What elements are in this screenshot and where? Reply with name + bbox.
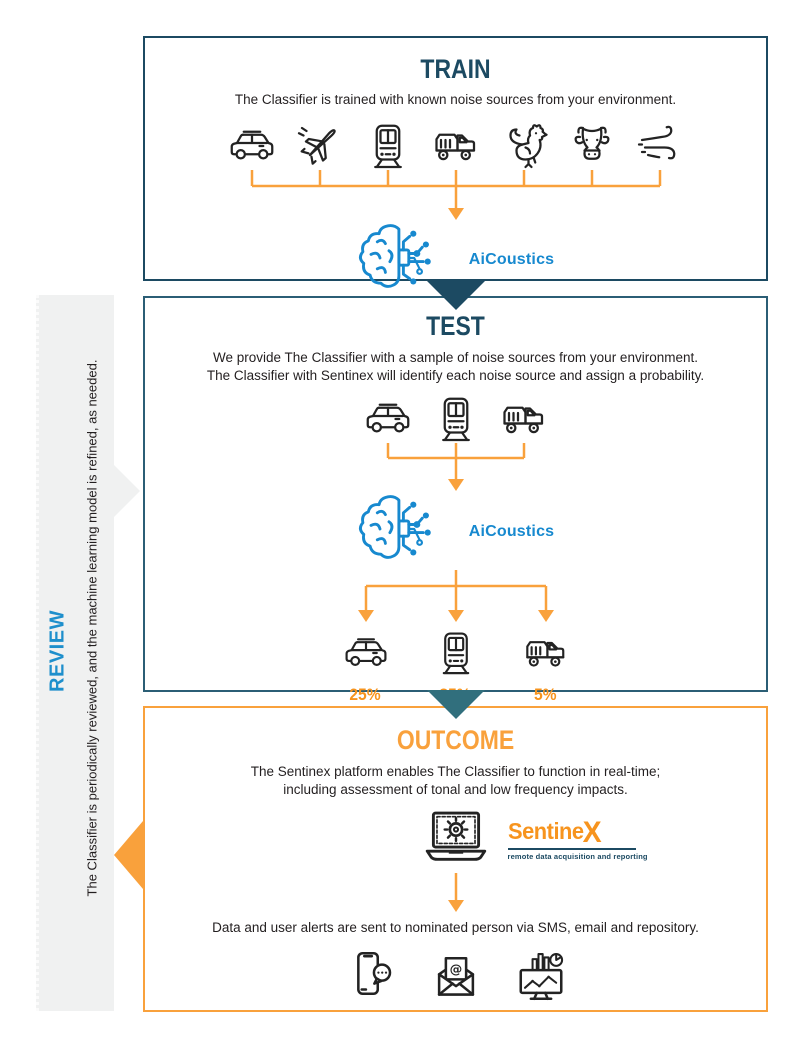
classifier-row (145, 493, 766, 570)
train-section (143, 36, 768, 281)
probability-label: 25% (349, 685, 382, 705)
wind-icon (636, 122, 684, 170)
result-item (336, 630, 396, 705)
test-to-outcome-arrow-icon (427, 690, 485, 719)
outcome-description-line1: The Sentinex platform enables The Classifier to function in real-time; (250, 763, 661, 779)
review-sidebar (36, 295, 114, 1011)
test-merge-connector (364, 443, 548, 491)
test-title: TEST (426, 311, 485, 341)
probability-label: 85% (439, 685, 472, 705)
test-split-connector (354, 570, 558, 624)
train-icon (430, 630, 482, 676)
train-title: TRAIN (420, 54, 491, 84)
email-envelope-icon (429, 948, 483, 1004)
sentinex-logo-text: Sentine (507, 818, 584, 845)
alert-icons-row (145, 948, 766, 1004)
outcome-description-line2: including assessment of tonal and low frequency impacts. (283, 781, 628, 797)
train-description: The Classifier is trained with known noise sources from your environment. (234, 91, 677, 107)
charts-monitor-icon (514, 948, 568, 1004)
train-icon (364, 122, 412, 170)
platform-row (145, 809, 766, 873)
cow-icon (568, 122, 616, 170)
car-icon (228, 122, 276, 170)
dump-truck-icon (500, 395, 548, 443)
outcome-section (143, 706, 768, 1012)
airplane-icon (296, 122, 344, 170)
test-section (143, 296, 768, 705)
sentinex-logo-x: X (582, 816, 601, 850)
train-icon (432, 395, 480, 443)
review-description: The Classifier is periodically reviewed, and the machine learning model is refined, as needed. (84, 359, 100, 897)
alerts-description: Data and user alerts are sent to nominated person via SMS, email and repository. (212, 920, 699, 936)
aicoustics-label: AiCoustics (468, 251, 555, 269)
review-to-test-arrow-icon (111, 462, 140, 520)
sentinex-logo (508, 818, 658, 861)
brain-circuit-icon (357, 493, 439, 570)
svg-text:@: @ (449, 961, 462, 977)
test-description-line1: We provide The Classifier with a sample of noise sources from your environment. (213, 349, 698, 365)
outcome-to-review-arrow-icon (114, 821, 143, 889)
smartphone-sms-icon (344, 948, 398, 1004)
train-to-test-arrow-icon (427, 281, 485, 310)
outcome-title: OUTCOME (396, 725, 515, 755)
sentinex-logo-rule (508, 848, 636, 850)
car-icon (340, 630, 392, 676)
review-title: REVIEW (46, 610, 69, 692)
result-item (516, 630, 576, 705)
outcome-down-arrow (446, 873, 466, 913)
dump-truck-icon (432, 122, 480, 170)
aicoustics-label: AiCoustics (468, 522, 555, 540)
laptop-gear-icon (419, 809, 493, 871)
sample-icons-row (145, 395, 766, 443)
sentinex-logo-tagline: remote data acquisition and reporting (507, 852, 648, 862)
train-merge-connector (228, 170, 684, 220)
dump-truck-icon (520, 630, 572, 676)
test-description-line2: The Classifier with Sentinex will identify each noise source and assign a probability. (206, 367, 705, 383)
probability-label: 5% (534, 685, 557, 705)
noise-source-icons-row (145, 122, 766, 170)
rooster-icon (500, 122, 548, 170)
car-icon (364, 395, 412, 443)
